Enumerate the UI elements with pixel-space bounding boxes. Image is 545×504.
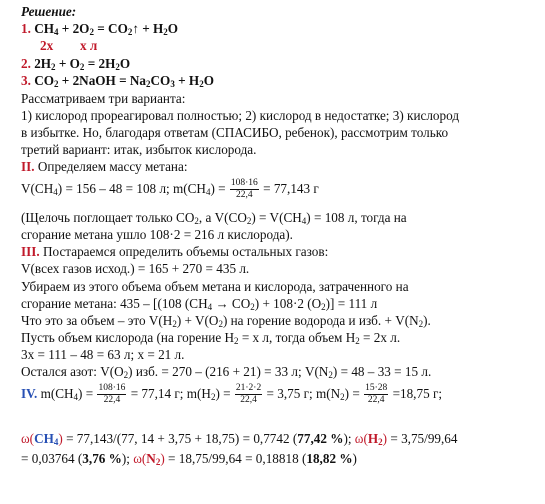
methane-mass-calculation: $V(CH_4) = 156 - 48 = 108$ л; $m(CH_4)$ = $\frac{108\cdot 16}{22,4}$ = 77,143 г — [21, 178, 319, 201]
equation-number: 2. — [21, 56, 31, 71]
methane-percentage: 77,42 % — [297, 431, 344, 446]
section-number: II. — [21, 159, 35, 174]
paragraph-line: V(всех газов исход.) = 165 + 270 = 435 л. — [21, 261, 250, 276]
section-number: IV. — [21, 386, 38, 401]
mass-fractions-line-2: = 0,03764 (3,76 %); $\omega(N_2) = 18,75/99,64 = 0,18818$ (18,82 %) — [21, 451, 357, 467]
paragraph-line: третий вариант: итак, избыток кислорода. — [21, 142, 257, 157]
fraction: $\frac{108\cdot 16}{22,4}$ — [230, 178, 258, 201]
equation-2: 2. $2H_2 + O_2 = 2H_2O$ — [21, 56, 131, 72]
equation-number: 3. — [21, 73, 31, 88]
paragraph-line: Рассматриваем три варианта: — [21, 91, 186, 106]
fraction: $\frac{15\cdot 28}{22,4}$ — [365, 383, 388, 406]
paragraph-line: сгорание метана ушло 108·2 = 216 л кислорода). — [21, 227, 293, 242]
paragraph-line: Убираем из этого объема объем метана и кислорода, затраченного на — [21, 279, 409, 294]
paragraph-line: 1) кислород прореагировал полностью; 2) кислород в недостатке; 3) кислород — [21, 108, 460, 123]
nitrogen-percentage: 18,82 % — [306, 451, 353, 466]
fraction: $\frac{108\cdot 16}{22,4}$ — [98, 383, 126, 406]
paragraph-line: в избытке. Но, благодаря ответам (СПАСИБО, ребенок), рассмотрим только — [21, 125, 449, 140]
solution-heading: Решение: — [21, 4, 77, 19]
equation-1-annotation-b: x л — [80, 38, 98, 53]
equation-1: 1. $CH_4 + 2O_2$ = $CO_2↑ + H_2O$ — [21, 21, 179, 37]
paragraph-line: Что это за объем – это $V(H_2) + V(O_2)$ на горение водорода и изб. + $V(N_2)$. — [21, 313, 431, 329]
equation-3: 3. $CO_2$ + 2NaOH = $Na_2CO_3 + H_2O$ — [21, 73, 214, 89]
mass-fractions-line-1: $\omega(CH_4) = 77,143/(77$, 14 + 3,75 + 18,75) = 0,7742 (77,42 %); $\omega(H_2) = 3,75/99,64$ — [21, 431, 458, 447]
paragraph-line: (Щелочь поглощает только $CO_2$, а $V(CO_2) = V(CH_4) = 108$ л, тогда на — [21, 210, 407, 226]
hydrogen-percentage: 3,76 % — [82, 451, 122, 466]
section-number: III. — [21, 244, 40, 259]
section-2-heading: II. Определяем массу метана: — [21, 159, 188, 174]
equation-number: 1. — [21, 21, 31, 36]
paragraph-line: Пусть объем кислорода (на горение $H_2 = x$ л, тогда объем $H_2 = 2x$ л. — [21, 330, 401, 346]
section-3-heading: III. Постараемся определить объемы остальных газов: — [21, 244, 329, 259]
paragraph-line: 3x = 111 – 48 = 63 л; x = 21 л. — [21, 347, 185, 362]
equation-1-annotation-a: 2x — [40, 38, 54, 53]
paragraph-line: Остался азот: $V(O_2)$ изб. = 270 – (216 + 21) = 33 л; $V(N_2) = 48 - 33 = 15$ л. — [21, 364, 432, 380]
paragraph-line: сгорание метана: 435 – [(108 $(CH_4 \to CO_2) + 108\cdot 2$ $(O_2)] = 111$ л — [21, 296, 378, 312]
fraction: $\frac{21\cdot 2\cdot 2}{22,4}$ — [235, 383, 262, 406]
section-4-masses: IV. $m(CH_4)$ = $\frac{108\cdot 16}{22,4}$ = 77,14 г; $m(H_2)$ = $\frac{21\cdot 2\cdot 2}{22,4}$ = 3,75 г; $m(N_2)$ = $\frac{15\cdot 28}{22,4}$ =18,75 г; — [21, 383, 443, 406]
